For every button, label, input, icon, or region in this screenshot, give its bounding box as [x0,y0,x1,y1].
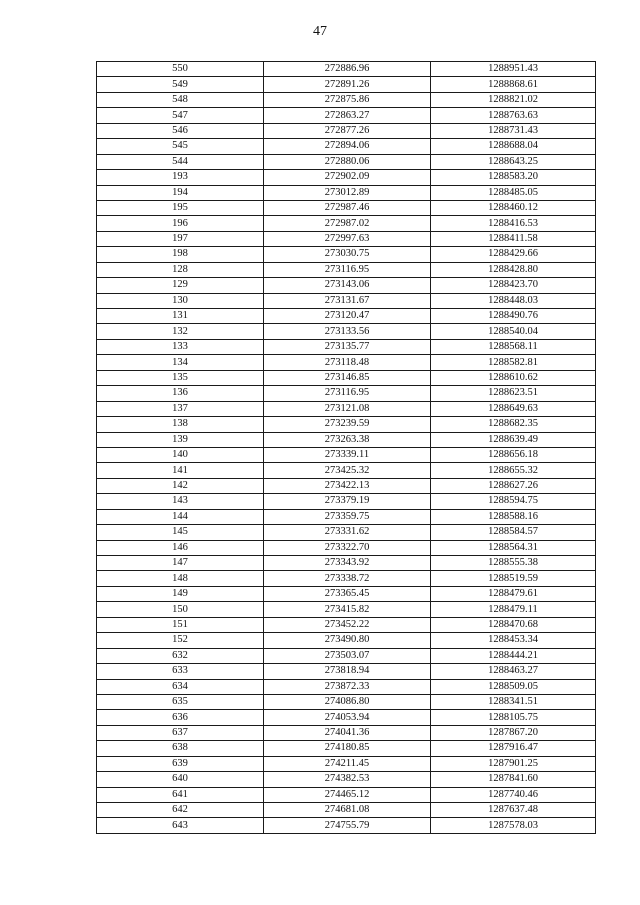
point-number-cell: 637 [97,725,264,740]
x-coordinate-cell: 274465.12 [264,787,431,802]
y-coordinate-cell: 1288470.68 [431,617,596,632]
y-coordinate-cell: 1288868.61 [431,77,596,92]
y-coordinate-cell: 1287637.48 [431,803,596,818]
x-coordinate-cell: 273425.32 [264,463,431,478]
table-row [97,648,596,663]
x-coordinate-cell: 273818.94 [264,664,431,679]
point-number-cell: 141 [97,463,264,478]
point-number-cell: 633 [97,664,264,679]
point-number-cell: 635 [97,694,264,709]
x-coordinate-cell: 273379.19 [264,494,431,509]
point-number-cell: 545 [97,139,264,154]
x-coordinate-cell: 273135.77 [264,339,431,354]
y-coordinate-cell: 1288341.51 [431,694,596,709]
y-coordinate-cell: 1288429.66 [431,247,596,262]
table-row [97,278,596,293]
x-coordinate-cell: 274086.80 [264,694,431,709]
table-row [97,154,596,169]
x-coordinate-cell: 273121.08 [264,401,431,416]
table-row [97,247,596,262]
y-coordinate-cell: 1288416.53 [431,216,596,231]
table-row [97,602,596,617]
table-row [97,633,596,648]
point-number-cell: 550 [97,62,264,77]
table-row [97,617,596,632]
y-coordinate-cell: 1288731.43 [431,123,596,138]
point-number-cell: 142 [97,478,264,493]
point-number-cell: 133 [97,339,264,354]
point-number-cell: 643 [97,818,264,833]
x-coordinate-cell: 273118.48 [264,355,431,370]
x-coordinate-cell: 274681.08 [264,803,431,818]
point-number-cell: 146 [97,540,264,555]
x-coordinate-cell: 273030.75 [264,247,431,262]
x-coordinate-cell: 273322.70 [264,540,431,555]
x-coordinate-cell: 273359.75 [264,509,431,524]
x-coordinate-cell: 273339.11 [264,447,431,462]
table-row [97,710,596,725]
table-row [97,586,596,601]
x-coordinate-cell: 272875.86 [264,92,431,107]
y-coordinate-cell: 1288682.35 [431,417,596,432]
table-row [97,401,596,416]
y-coordinate-cell: 1288688.04 [431,139,596,154]
y-coordinate-cell: 1288821.02 [431,92,596,107]
x-coordinate-cell: 274053.94 [264,710,431,725]
table-row [97,803,596,818]
x-coordinate-cell: 273131.67 [264,293,431,308]
y-coordinate-cell: 1288411.58 [431,231,596,246]
y-coordinate-cell: 1288610.62 [431,370,596,385]
table-row [97,262,596,277]
x-coordinate-cell: 274382.53 [264,772,431,787]
table-row [97,463,596,478]
table-row [97,741,596,756]
point-number-cell: 640 [97,772,264,787]
point-number-cell: 144 [97,509,264,524]
table-row [97,818,596,833]
y-coordinate-cell: 1288623.51 [431,386,596,401]
y-coordinate-cell: 1288509.05 [431,679,596,694]
x-coordinate-cell: 273415.82 [264,602,431,617]
x-coordinate-cell: 273365.45 [264,586,431,601]
point-number-cell: 197 [97,231,264,246]
point-number-cell: 143 [97,494,264,509]
y-coordinate-cell: 1288479.61 [431,586,596,601]
point-number-cell: 128 [97,262,264,277]
point-number-cell: 145 [97,525,264,540]
x-coordinate-cell: 273120.47 [264,309,431,324]
point-number-cell: 544 [97,154,264,169]
y-coordinate-cell: 1287901.25 [431,756,596,771]
y-coordinate-cell: 1288428.80 [431,262,596,277]
x-coordinate-cell: 273490.80 [264,633,431,648]
y-coordinate-cell: 1288555.38 [431,556,596,571]
point-number-cell: 546 [97,123,264,138]
y-coordinate-cell: 1288582.81 [431,355,596,370]
x-coordinate-cell: 272987.46 [264,200,431,215]
point-number-cell: 194 [97,185,264,200]
point-number-cell: 636 [97,710,264,725]
table-row [97,77,596,92]
table-row [97,309,596,324]
coordinates-table [96,61,596,834]
y-coordinate-cell: 1288627.26 [431,478,596,493]
point-number-cell: 136 [97,386,264,401]
y-coordinate-cell: 1288460.12 [431,200,596,215]
table-row [97,355,596,370]
y-coordinate-cell: 1288649.63 [431,401,596,416]
y-coordinate-cell: 1288656.18 [431,447,596,462]
x-coordinate-cell: 274211.45 [264,756,431,771]
x-coordinate-cell: 273422.13 [264,478,431,493]
y-coordinate-cell: 1288105.75 [431,710,596,725]
table-row [97,540,596,555]
x-coordinate-cell: 272894.06 [264,139,431,154]
x-coordinate-cell: 272902.09 [264,170,431,185]
x-coordinate-cell: 272886.96 [264,62,431,77]
x-coordinate-cell: 274041.36 [264,725,431,740]
point-number-cell: 131 [97,309,264,324]
y-coordinate-cell: 1288463.27 [431,664,596,679]
point-number-cell: 138 [97,417,264,432]
point-number-cell: 137 [97,401,264,416]
point-number-cell: 196 [97,216,264,231]
point-number-cell: 641 [97,787,264,802]
point-number-cell: 147 [97,556,264,571]
table-row [97,694,596,709]
y-coordinate-cell: 1288643.25 [431,154,596,169]
table-row [97,494,596,509]
x-coordinate-cell: 273338.72 [264,571,431,586]
x-coordinate-cell: 273116.95 [264,262,431,277]
point-number-cell: 129 [97,278,264,293]
y-coordinate-cell: 1288639.49 [431,432,596,447]
table-row [97,386,596,401]
table-row [97,200,596,215]
table-row [97,123,596,138]
point-number-cell: 547 [97,108,264,123]
y-coordinate-cell: 1288444.21 [431,648,596,663]
table-row [97,324,596,339]
y-coordinate-cell: 1288485.05 [431,185,596,200]
x-coordinate-cell: 273143.06 [264,278,431,293]
table-row [97,509,596,524]
point-number-cell: 632 [97,648,264,663]
x-coordinate-cell: 273263.38 [264,432,431,447]
y-coordinate-cell: 1288763.63 [431,108,596,123]
y-coordinate-cell: 1287578.03 [431,818,596,833]
x-coordinate-cell: 273343.92 [264,556,431,571]
y-coordinate-cell: 1288588.16 [431,509,596,524]
x-coordinate-cell: 273116.95 [264,386,431,401]
table-row [97,664,596,679]
x-coordinate-cell: 272863.27 [264,108,431,123]
table-row [97,525,596,540]
table-row [97,92,596,107]
y-coordinate-cell: 1288568.11 [431,339,596,354]
y-coordinate-cell: 1288490.76 [431,309,596,324]
y-coordinate-cell: 1287740.46 [431,787,596,802]
point-number-cell: 548 [97,92,264,107]
y-coordinate-cell: 1288448.03 [431,293,596,308]
page-number: 47 [313,24,327,39]
y-coordinate-cell: 1288453.34 [431,633,596,648]
point-number-cell: 134 [97,355,264,370]
table-row [97,170,596,185]
x-coordinate-cell: 274180.85 [264,741,431,756]
table-row [97,787,596,802]
point-number-cell: 198 [97,247,264,262]
y-coordinate-cell: 1288951.43 [431,62,596,77]
x-coordinate-cell: 273452.22 [264,617,431,632]
table-row [97,417,596,432]
y-coordinate-cell: 1288564.31 [431,540,596,555]
point-number-cell: 549 [97,77,264,92]
point-number-cell: 148 [97,571,264,586]
x-coordinate-cell: 272891.26 [264,77,431,92]
y-coordinate-cell: 1288540.04 [431,324,596,339]
x-coordinate-cell: 272880.06 [264,154,431,169]
x-coordinate-cell: 273331.62 [264,525,431,540]
table-row [97,370,596,385]
table-row [97,62,596,77]
y-coordinate-cell: 1287841.60 [431,772,596,787]
point-number-cell: 195 [97,200,264,215]
table-row [97,478,596,493]
x-coordinate-cell: 272997.63 [264,231,431,246]
table-row [97,756,596,771]
x-coordinate-cell: 273239.59 [264,417,431,432]
point-number-cell: 150 [97,602,264,617]
point-number-cell: 140 [97,447,264,462]
point-number-cell: 152 [97,633,264,648]
x-coordinate-cell: 273133.56 [264,324,431,339]
table-row [97,571,596,586]
x-coordinate-cell: 274755.79 [264,818,431,833]
y-coordinate-cell: 1287916.47 [431,741,596,756]
table-row [97,231,596,246]
point-number-cell: 130 [97,293,264,308]
table-row [97,339,596,354]
y-coordinate-cell: 1288594.75 [431,494,596,509]
point-number-cell: 193 [97,170,264,185]
point-number-cell: 139 [97,432,264,447]
x-coordinate-cell: 273012.89 [264,185,431,200]
y-coordinate-cell: 1287867.20 [431,725,596,740]
point-number-cell: 149 [97,586,264,601]
point-number-cell: 642 [97,803,264,818]
table-row [97,725,596,740]
table-row [97,293,596,308]
table-row [97,772,596,787]
table-row [97,556,596,571]
coordinates-table-body [97,62,596,834]
y-coordinate-cell: 1288584.57 [431,525,596,540]
table-row [97,679,596,694]
y-coordinate-cell: 1288479.11 [431,602,596,617]
table-row [97,216,596,231]
table-row [97,185,596,200]
y-coordinate-cell: 1288655.32 [431,463,596,478]
x-coordinate-cell: 273872.33 [264,679,431,694]
y-coordinate-cell: 1288519.59 [431,571,596,586]
x-coordinate-cell: 272987.02 [264,216,431,231]
y-coordinate-cell: 1288423.70 [431,278,596,293]
x-coordinate-cell: 273146.85 [264,370,431,385]
point-number-cell: 634 [97,679,264,694]
point-number-cell: 151 [97,617,264,632]
x-coordinate-cell: 273503.07 [264,648,431,663]
y-coordinate-cell: 1288583.20 [431,170,596,185]
table-row [97,108,596,123]
x-coordinate-cell: 272877.26 [264,123,431,138]
point-number-cell: 639 [97,756,264,771]
table-row [97,447,596,462]
point-number-cell: 135 [97,370,264,385]
table-row [97,432,596,447]
point-number-cell: 638 [97,741,264,756]
point-number-cell: 132 [97,324,264,339]
table-row [97,139,596,154]
